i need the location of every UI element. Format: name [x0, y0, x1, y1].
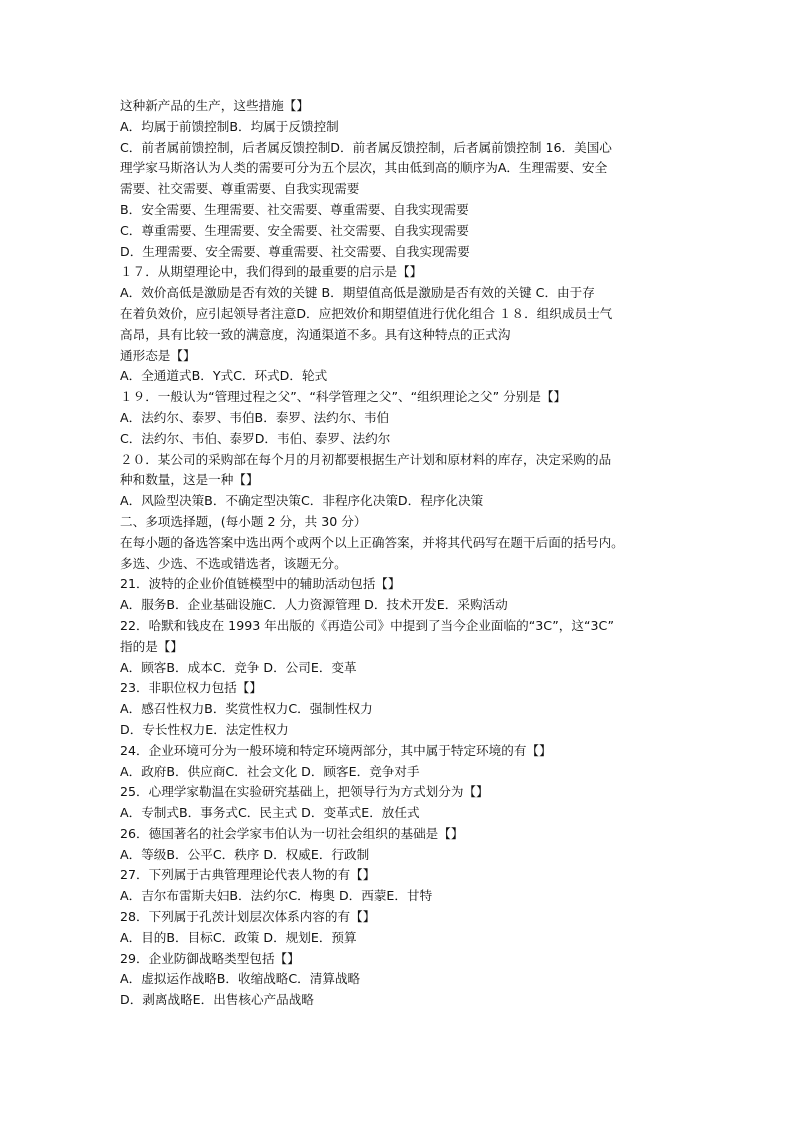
text-line: ２０．某公司的采购部在每个月的月初都要根据生产计划和原材料的库存，决定采购的品: [120, 451, 612, 467]
text-line: C．尊重需要、生理需要、安全需要、社交需要、自我实现需要: [120, 222, 469, 238]
text-line: A．虚拟运作战略B．收缩战略C．清算战略: [120, 971, 361, 987]
text-line: 29．企业防御战略类型包括【】: [120, 950, 300, 966]
section-instructions: 多选、少选、不选或错选者，该题无分。: [120, 555, 347, 571]
text-line: A．风险型决策B．不确定型决策C．非程序化决策D．程序化决策: [120, 493, 484, 509]
text-line: A．顾客B．成本C．竞争 D．公司E．变革: [120, 659, 357, 675]
text-line: D．剥离战略E．出售核心产品战略: [120, 992, 314, 1008]
text-line: D．生理需要、安全需要、尊重需要、社交需要、自我实现需要: [120, 243, 470, 259]
text-line: 28．下列属于孔茨计划层次体系内容的有【】: [120, 909, 376, 925]
text-line: １７．从期望理论中，我们得到的最重要的启示是【】: [120, 264, 423, 280]
text-line: 种和数量，这是一种【】: [120, 472, 259, 488]
text-line: A．法约尔、泰罗、韦伯B．泰罗、法约尔、韦伯: [120, 409, 390, 425]
text-line: 23．非职位权力包括【】: [120, 680, 262, 696]
text-line: 通形态是【】: [120, 347, 196, 363]
text-line: 27．下列属于古典管理理论代表人物的有【】: [120, 867, 376, 883]
text-line: １９．一般认为“管理过程之父”、“科学管理之父”、“组织理论之父” 分别是【】: [120, 389, 567, 405]
text-line: A．等级B．公平C．秩序 D．权威E．行政制: [120, 846, 370, 862]
text-line: 25．心理学家勒温在实验研究基础上，把领导行为方式划分为【】: [120, 784, 489, 800]
text-line: D．专长性权力E．法定性权力: [120, 721, 289, 737]
text-line: 24．企业环境可分为一般环境和特定环境两部分，其中属于特定环境的有【】: [120, 742, 552, 758]
section-heading: 二、多项选择题，(每小题 2 分，共 30 分）: [120, 513, 367, 529]
text-line: 高昂，具有比较一致的满意度，沟通渠道不多。具有这种特点的正式沟: [120, 326, 511, 342]
text-line: C．法约尔、韦伯、泰罗D．韦伯、泰罗、法约尔: [120, 430, 391, 446]
text-line: A．均属于前馈控制B．均属于反馈控制: [120, 118, 339, 134]
text-line: C．前者属前馈控制，后者属反馈控制D．前者属反馈控制，后者属前馈控制 16．美国心: [120, 139, 612, 155]
text-line: A．吉尔布雷斯夫妇B．法约尔C．梅奥 D．西蒙E．甘特: [120, 888, 433, 904]
text-line: A．效价高低是激励是否有效的关键 B．期望值高低是激励是否有效的关键 C．由于存: [120, 285, 595, 301]
text-line: A．政府B．供应商C．社会文化 D．顾客E．竞争对手: [120, 763, 420, 779]
text-line: 21．波特的企业价值链模型中的辅助活动包括【】: [120, 576, 401, 592]
document-page: [120, 96, 680, 1011]
text-line: 这种新产品的生产，这些措施【】: [120, 98, 309, 113]
text-line: A．目的B．目标C．政策 D．规划E．预算: [120, 929, 357, 945]
text-line: A．全通道式B．Y式C．环式D．轮式: [120, 368, 328, 384]
text-line: 在着负效价，应引起领导者注意D．应把效价和期望值进行优化组合 １８．组织成员士气: [120, 305, 613, 321]
text-line: 22．哈默和钱皮在 1993 年出版的《再造公司》中提到了当今企业面临的“3C”，这“3C”: [120, 617, 615, 633]
text-line: B．安全需要、生理需要、社交需要、尊重需要、自我实现需要: [120, 201, 469, 217]
text-line: 需要、社交需要、尊重需要、自我实现需要: [120, 181, 360, 197]
text-line: 26．德国著名的社会学家韦伯认为一切社会组织的基础是【】: [120, 825, 464, 841]
section-instructions: 在每小题的备选答案中选出两个或两个以上正确答案，并将其代码写在题干后面的括号内。: [120, 534, 624, 550]
text-line: A．服务B．企业基础设施C．人力资源管理 D．技术开发E．采购活动: [120, 597, 508, 613]
text-line: 理学家马斯洛认为人类的需要可分为五个层次，其由低到高的顺序为A．生理需要、安全: [120, 160, 608, 176]
text-line: A．专制式B．事务式C．民主式 D．变革式E．放任式: [120, 805, 420, 821]
text-line: 指的是【】: [120, 638, 183, 654]
text-line: A．感召性权力B．奖赏性权力C．强制性权力: [120, 701, 373, 717]
